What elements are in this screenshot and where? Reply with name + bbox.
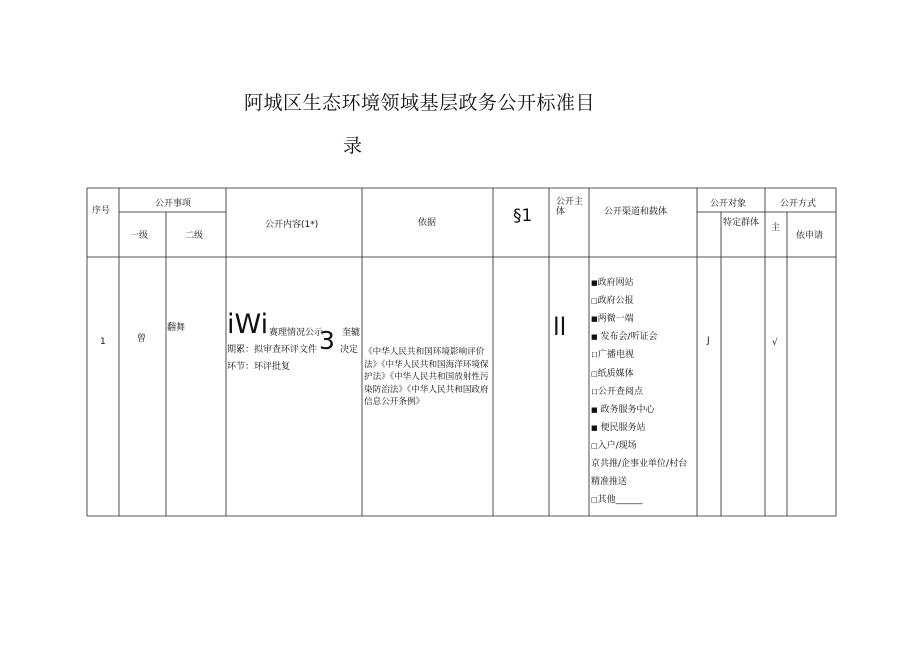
document-title-line1: 阿城区生态环境领域基层政务公开标准目 [244,92,596,114]
channel-checkbox-mark: 口 [591,351,598,360]
row1-content-big2: 3 [319,326,335,355]
channel-item [591,386,643,398]
header-content: 公开内容(1*) [265,220,319,230]
channel-label: 便民服务站 [597,422,646,433]
channel-checkbox-mark: □ [591,441,598,450]
channel-item [591,404,655,416]
row1-audience-all: J [707,336,710,346]
channel-checkbox-mark: 口 [591,387,598,396]
channel-checkbox-mark: ■ [591,333,598,342]
header-basis: 依据 [418,218,437,228]
header-audience-specific: 特定群体 [723,218,760,228]
row1-content-line2b: 决定 [340,345,359,355]
channel-item [591,331,658,343]
channel-label: 其他______ [597,495,643,506]
header-subject: 公开主体 [556,197,584,217]
channel-label: 入户/现场 [597,440,637,451]
channel-item [591,277,634,289]
channel-label: 纸质媒体 [597,368,634,379]
channel-checkbox-mark: □ [591,297,598,306]
header-method-active: 主 [771,223,781,233]
header-level2: 二级 [185,231,204,241]
row1-content-line3: 环节：环评批复 [227,362,291,372]
channel-item [591,440,637,452]
channel-item [591,313,634,325]
channel-item [591,368,634,380]
row1-content-line2: 期累：拟审查环评文件 [227,345,318,355]
row1-seq: 1 [100,337,106,347]
channel-checkbox-mark: ■ [591,405,598,414]
row1-content-side: 奎辘 [342,328,361,338]
channel-label: 政府公报 [597,296,634,307]
channel-label: 京共推/企事业单位/村台 [591,459,688,469]
channel-label: 精准推送 [591,477,628,488]
header-channel: 公开渠道和载体 [604,207,668,217]
channel-label: 政务服务中心 [597,404,655,415]
header-level1: 一级 [130,231,149,241]
header-method-apply: 依申请 [796,231,824,241]
channel-item [591,422,646,434]
channel-checkbox-mark: ■ [591,423,598,432]
row1-deadline: ll [553,313,567,341]
header-method: 公开方式 [780,199,817,209]
document-title-line2: 录 [343,135,363,157]
channel-label: 发布会/听证会 [597,332,658,343]
channel-label: 两微一端 [597,314,634,325]
channel-label: 公开查阅点 [598,386,644,397]
channel-checkbox-mark: □ [591,496,598,505]
header-seq: 序号 [92,206,111,216]
row1-content-small: 赛理情况公示 [269,328,324,338]
row1-level1: 曾 [137,334,147,344]
header-matter: 公开事项 [155,199,192,209]
channel-label: 广播电视 [598,350,635,361]
row1-method-active: √ [772,338,778,348]
channel-item [591,295,634,307]
channel-checkbox-mark: □ [591,369,598,378]
row1-content-big: iWi [227,309,269,340]
channel-checkbox-mark: ■ [591,315,598,324]
channel-item [591,458,687,470]
channel-item [591,494,643,506]
channel-checkbox-mark: ■ [591,279,598,287]
header-deadline: §1 [513,206,533,226]
channel-item [591,349,634,361]
channel-item [591,476,627,488]
header-audience: 公开对象 [710,199,747,209]
row1-level2: 翻舞 [167,323,186,333]
row1-basis: 《中华人民共和国环境影响评价法》《中华人民共和国海洋环境保护法》《中华人民共和国放射性污染防治法》《中华人民共和国政府信息公开条例》 [364,347,489,408]
channel-label: 政府网站 [597,278,634,288]
